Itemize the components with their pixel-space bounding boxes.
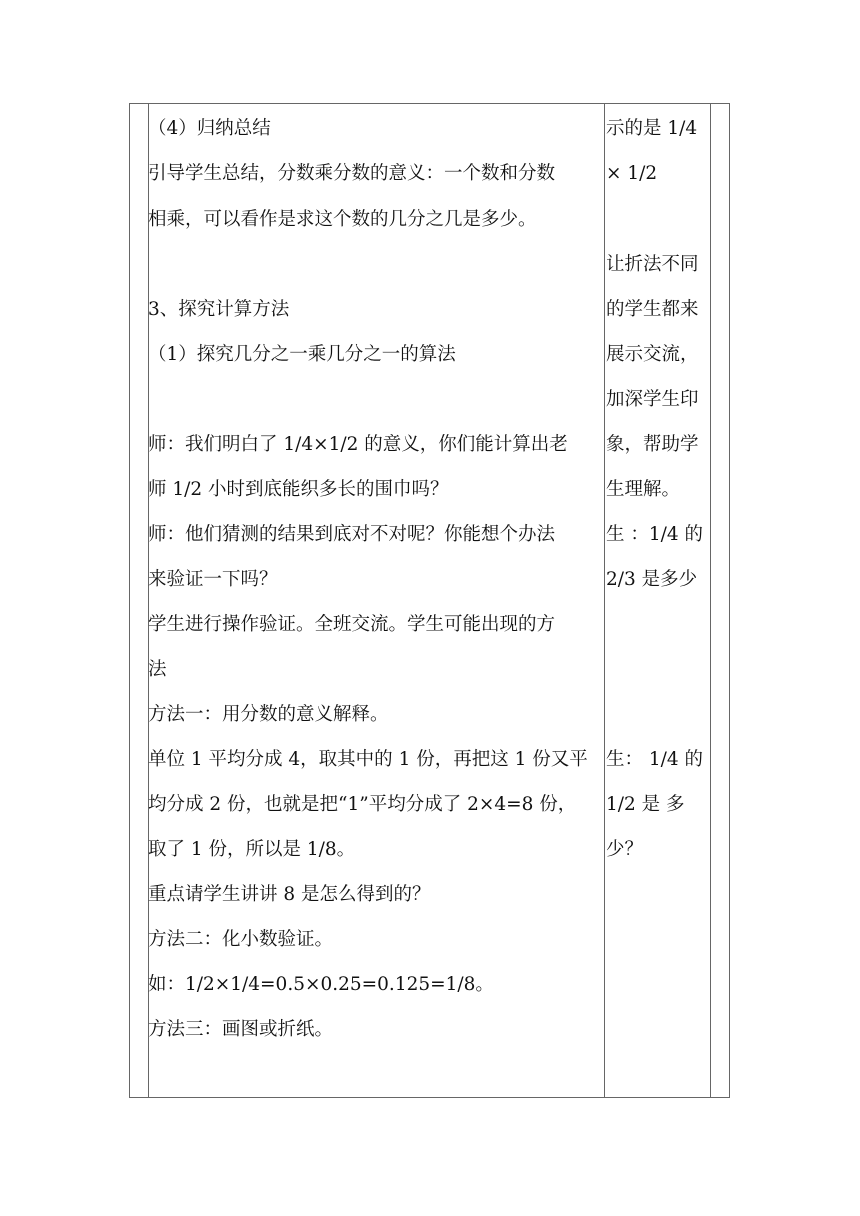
text-line: 来验证一下吗？ <box>148 569 278 590</box>
column-divider-right <box>710 103 711 1098</box>
note-line: 2/3 是多少 <box>606 569 698 590</box>
text-line: 引导学生总结，分数乘分数的意义：一个数和分数 <box>148 163 556 184</box>
text-line: 师 1/2 小时到底能织多长的围巾吗？ <box>148 479 449 500</box>
note-line: 1/2 是 多 <box>606 794 685 815</box>
note-line: × 1/2 <box>606 163 658 184</box>
text-line: 取了 1 份，所以是 1/8。 <box>148 839 356 860</box>
note-line: 的学生都来 <box>606 299 699 320</box>
method-two-heading: 方法二：化小数验证。 <box>148 929 334 950</box>
text-line: 单位 1 平均分成 4，取其中的 1 份，再把这 1 份又平 <box>148 749 588 770</box>
text-line: 师：他们猜测的结果到底对不对呢？你能想个办法 <box>148 524 556 545</box>
text-line: 如：1/2×1/4=0.5×0.25=0.125=1/8。 <box>148 974 494 995</box>
text-line: 均分成 2 份，也就是把“1”平均分成了 2×4=8 份， <box>148 794 577 815</box>
method-three-heading: 方法三：画图或折纸。 <box>148 1019 334 1040</box>
note-line: 展示交流， <box>606 344 699 365</box>
column-divider-middle <box>604 103 605 1098</box>
note-line: 象，帮助学 <box>606 434 699 455</box>
note-line: 生 ：1/4 的 <box>606 524 704 545</box>
text-line: 师：我们明白了 1/4×1/2 的意义，你们能计算出老 <box>148 434 568 455</box>
note-line: 生： 1/4 的 <box>606 749 704 770</box>
note-line: 生理解。 <box>606 479 681 500</box>
text-line: 法 <box>148 659 167 680</box>
section-heading-calculation-method: 3、探究计算方法 <box>148 299 290 320</box>
note-line: 加深学生印 <box>606 389 699 410</box>
note-line: 少？ <box>606 839 644 860</box>
note-line: 示的是 1/4 <box>606 118 698 139</box>
text-line: 学生进行操作验证。全班交流。学生可能出现的方 <box>148 614 556 635</box>
step-heading-summary: （4）归纳总结 <box>148 118 271 139</box>
note-line: 让折法不同 <box>606 254 699 275</box>
text-line: 相乘，可以看作是求这个数的几分之几是多少。 <box>148 209 537 230</box>
step-heading-explore: （1）探究几分之一乘几分之一的算法 <box>148 344 456 365</box>
method-one-heading: 方法一：用分数的意义解释。 <box>148 704 389 725</box>
text-line: 重点请学生讲讲 8 是怎么得到的？ <box>148 884 431 905</box>
